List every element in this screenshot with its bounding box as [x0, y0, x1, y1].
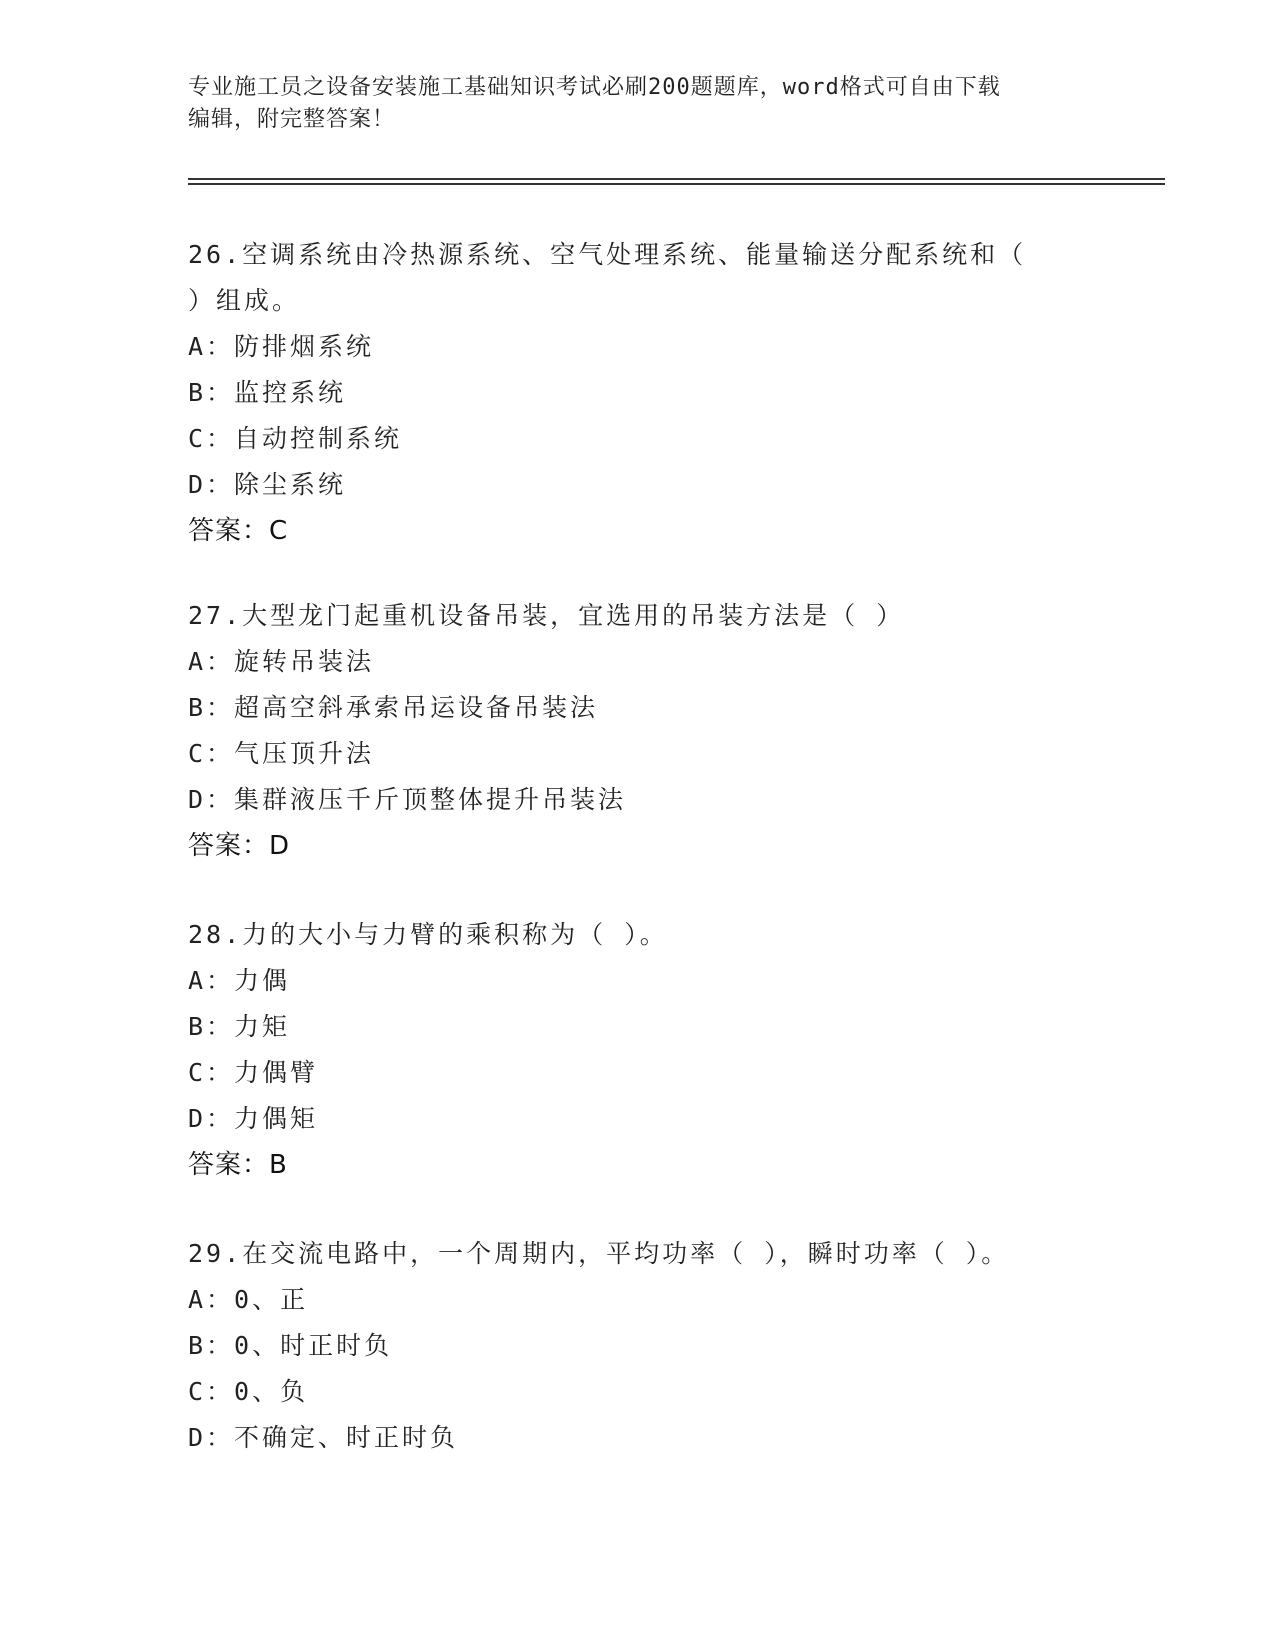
option-b: B：监控系统: [188, 378, 347, 407]
option-c: C：0、负: [188, 1377, 309, 1406]
answer: 答案：B: [188, 1150, 288, 1180]
answer: 答案：D: [188, 831, 291, 861]
option-b: B：超高空斜承索吊运设备吊装法: [188, 693, 599, 722]
header-line-1: 专业施工员之设备安装施工基础知识考试必刷200题题库，word格式可自由下载: [188, 75, 1001, 100]
option-d: D：力偶矩: [188, 1104, 319, 1133]
question-stem-continued: ）组成。: [188, 286, 301, 315]
option-d: D：除尘系统: [188, 470, 347, 499]
option-c: C：自动控制系统: [188, 424, 403, 453]
option-c: C：力偶臂: [188, 1058, 319, 1087]
question-stem: 28.力的大小与力臂的乘积称为（ ）。: [188, 920, 668, 949]
document-header: [188, 72, 1088, 136]
option-b: B：0、时正时负: [188, 1331, 393, 1360]
answer: 答案：C: [188, 516, 289, 546]
header-divider-top: [188, 178, 1165, 180]
question-28: [188, 912, 1088, 1188]
question-27: [188, 593, 1088, 869]
option-d: D：集群液压千斤顶整体提升吊装法: [188, 785, 627, 814]
option-a: A：防排烟系统: [188, 332, 375, 361]
option-b: B：力矩: [188, 1012, 291, 1041]
question-26: [188, 232, 1088, 554]
question-stem: 26.空调系统由冷热源系统、空气处理系统、能量输送分配系统和（: [188, 240, 1027, 269]
header-line-2: 编辑，附完整答案！: [188, 107, 396, 132]
option-d: D：不确定、时正时负: [188, 1423, 459, 1452]
option-a: A：0、正: [188, 1285, 309, 1314]
option-a: A：旋转吊装法: [188, 647, 375, 676]
header-divider-bottom: [188, 183, 1165, 185]
option-c: C：气压顶升法: [188, 739, 375, 768]
question-stem: 27.大型龙门起重机设备吊装，宜选用的吊装方法是（ ）: [188, 601, 905, 630]
question-29: [188, 1231, 1088, 1461]
question-stem: 29.在交流电路中，一个周期内，平均功率（ ），瞬时功率（ ）。: [188, 1239, 1010, 1268]
option-a: A：力偶: [188, 966, 291, 995]
